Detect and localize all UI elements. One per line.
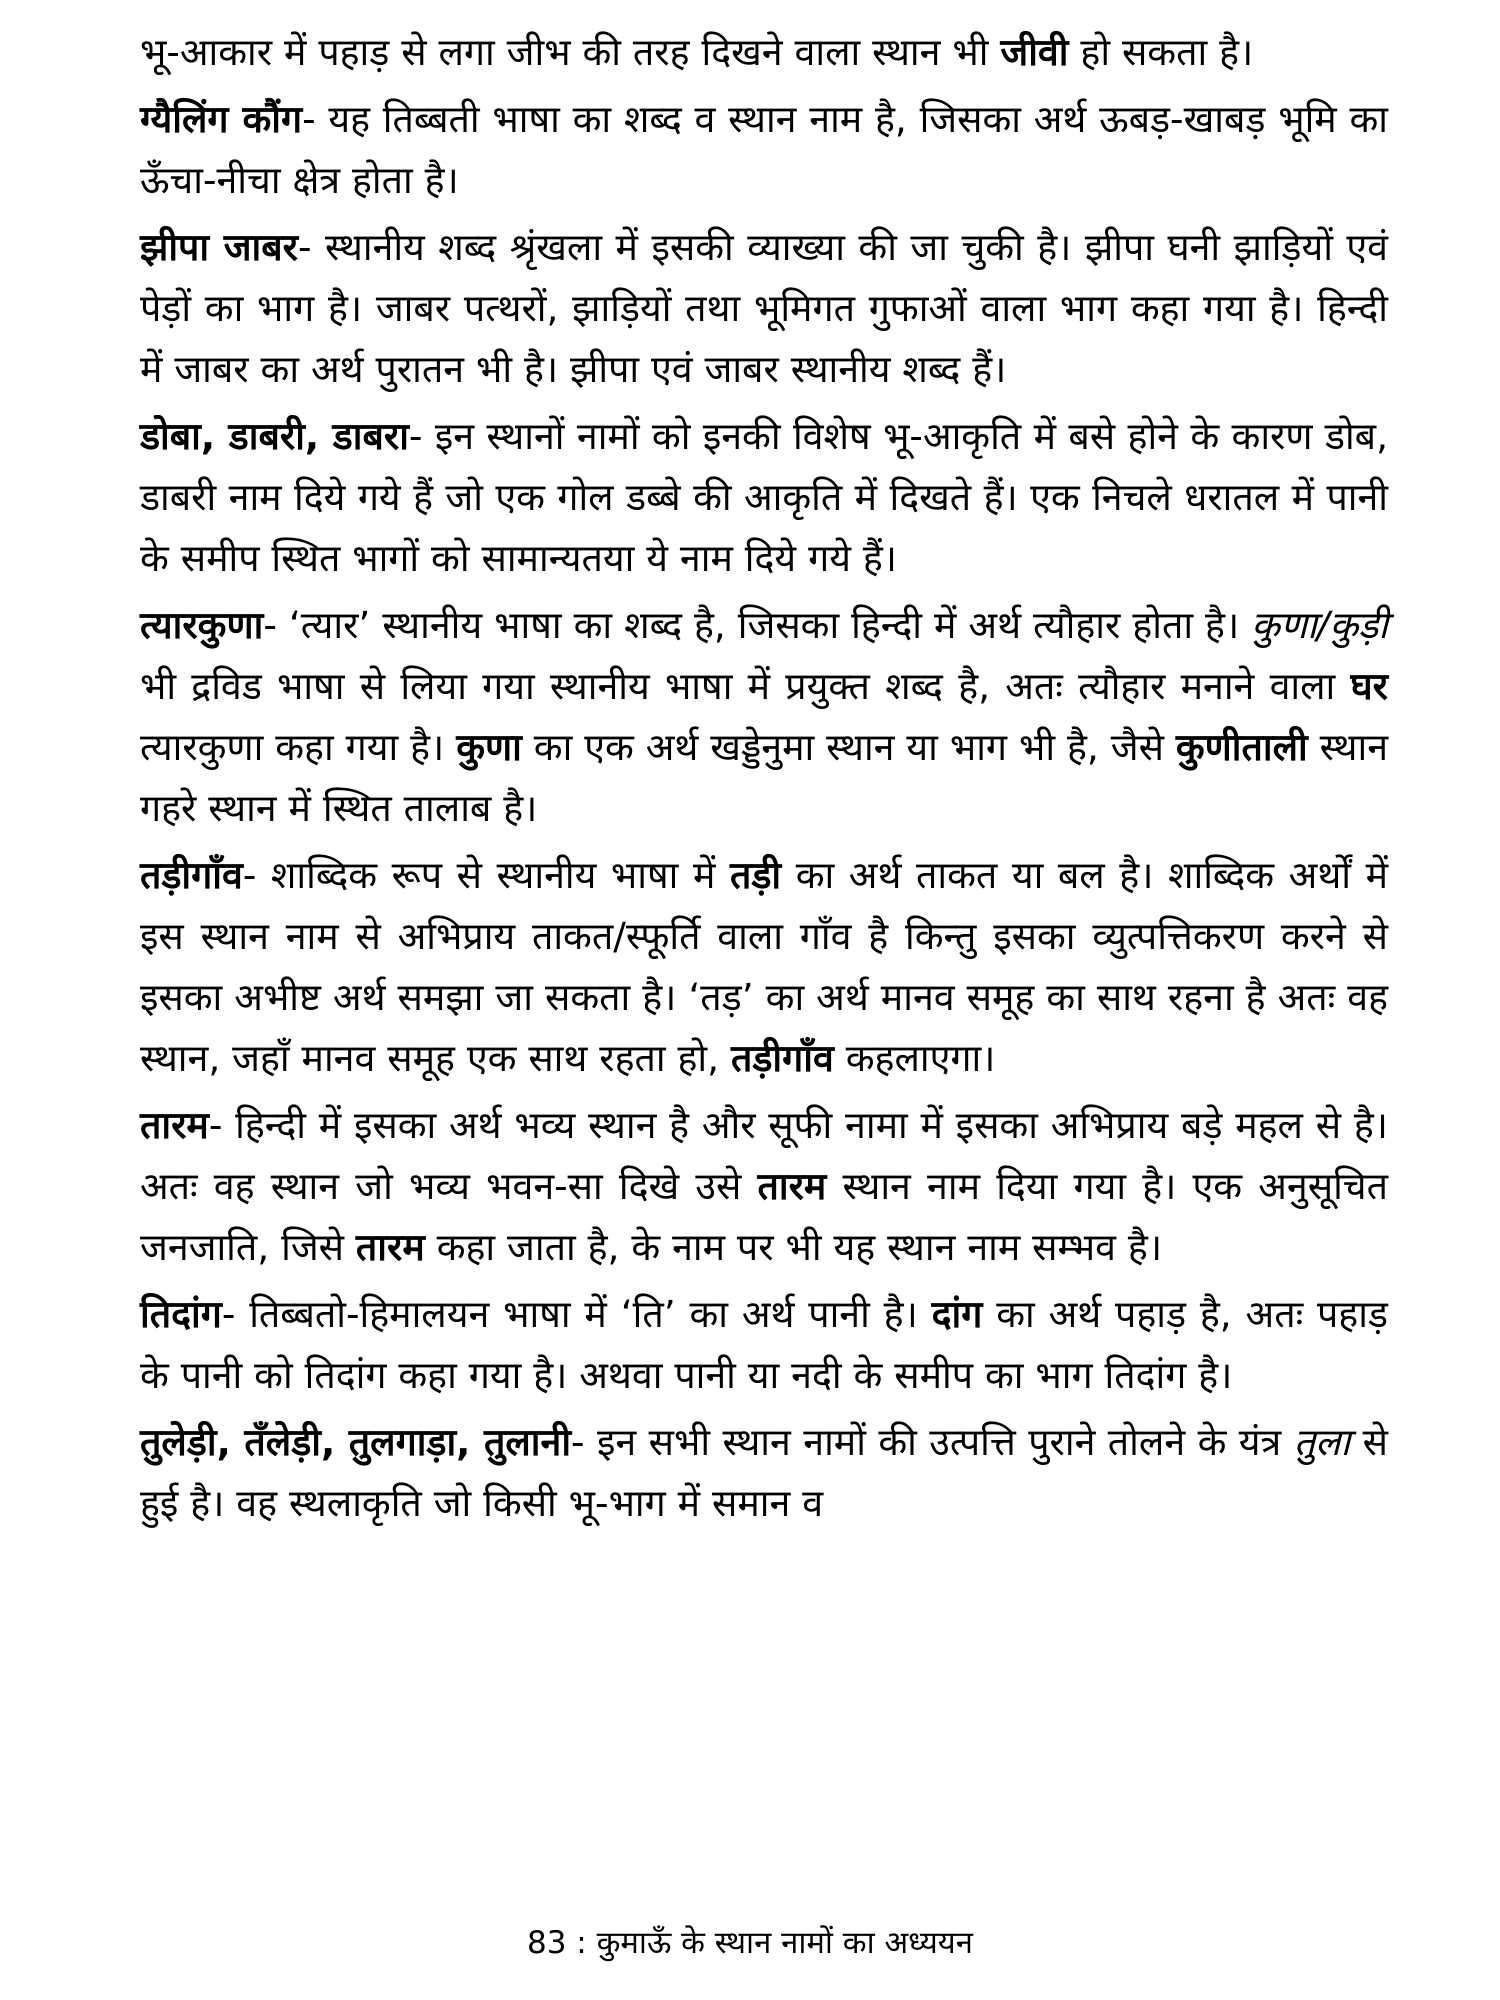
entry-text: - यह तिब्बती भाषा का शब्द व स्थान नाम है, जिसका अर्थ ऊबड़-खाबड़ भूमि का ऊँचा-नीचा क्षेत्र होता है। bbox=[140, 97, 1389, 202]
italic-term: कुणा/कुड़ी bbox=[1251, 603, 1388, 647]
entry-text: - इन स्थानों नामों को इनकी विशेष भू-आकृति में बसे होने के कारण डोब, डाबरी नाम दिये गये हैं जो एक गोल डब्बे की आकृति में दिखते हैं। एक निचले धरातल में पानी के समीप स्थित भागों को सामान्यतया ये नाम दिये गये हैं। bbox=[140, 414, 1388, 580]
entry-text: कहलाएगा। bbox=[833, 1036, 996, 1080]
entry-text: स्थान नाम दिया गया है। एक अनुसूचित जनजाति, जिसे bbox=[140, 1164, 1388, 1269]
bold-term: तड़ीगाँव bbox=[731, 1036, 834, 1080]
entry-text: - हिन्दी में इसका अर्थ भव्य स्थान है और सूफी नामा में इसका अभिप्राय बड़े महल से है। अतः वह स्थान जो भव्य भवन-सा दिखे उसे bbox=[140, 1103, 1388, 1208]
bold-term: तारम bbox=[757, 1164, 827, 1208]
italic-term: तुला bbox=[1293, 1420, 1351, 1464]
glossary-entry bbox=[140, 1412, 1388, 1534]
entry-text: कहा जाता है, के नाम पर भी यह स्थान नाम सम्भव है। bbox=[424, 1225, 1163, 1269]
bold-term: घर bbox=[1350, 664, 1388, 708]
bold-term: तड़ीगाँव bbox=[140, 853, 243, 897]
entry-text: भू-आकार में पहाड़ से लगा जीभ की तरह दिखने वाला स्थान भी bbox=[140, 30, 1001, 74]
entry-text: - इन सभी स्थान नामों की उत्पत्ति पुराने तोलने के यंत्र bbox=[571, 1420, 1294, 1464]
bold-term: तारम bbox=[140, 1103, 209, 1147]
page-footer: 83 : कुमाऊँ के स्थान नामों का अध्ययन bbox=[526, 1925, 973, 1961]
glossary-entry bbox=[140, 22, 1388, 83]
entry-text: - ‘त्यार’ स्थानीय भाषा का शब्द है, जिसका हिन्दी में अर्थ त्यौहार होता है। bbox=[263, 603, 1252, 647]
bold-term: तुलेड़ी, तँलेड़ी, तुलगाड़ा, तुलानी bbox=[140, 1420, 572, 1464]
entry-text: - स्थानीय शब्द श्रृंखला में इसकी व्याख्या की जा चुकी है। झीपा घनी झाड़ियों एवं पेड़ों का भाग है। जाबर पत्थरों, झाड़ियों तथा भूमिगत गुफाओं वाला भाग कहा गया है। हिन्दी में जाबर का अर्थ पुरातन भी है। झीपा एवं जाबर स्थानीय शब्द हैं। bbox=[140, 225, 1389, 391]
entry-text: का अर्थ पहाड़ है, अतः पहाड़ के पानी को तिदांग कहा गया है। अथवा पानी या नदी के समीप का भाग तिदांग है। bbox=[140, 1292, 1388, 1397]
entry-text: स्थान गहरे स्थान में स्थित तालाब है। bbox=[140, 725, 1389, 830]
glossary-entry bbox=[140, 217, 1388, 400]
bold-term: दांग bbox=[931, 1292, 983, 1336]
entry-text: - तिब्बतो-हिमालयन भाषा में ‘ति’ का अर्थ पानी है। bbox=[221, 1292, 932, 1336]
entry-text: हो सकता है। bbox=[1068, 30, 1254, 74]
glossary-entry bbox=[140, 595, 1388, 839]
glossary-entry bbox=[140, 845, 1388, 1089]
bold-term: डोबा, डाबरी, डाबरा bbox=[140, 414, 409, 458]
entry-text: का एक अर्थ खड्डेनुमा स्थान या भाग भी है, जैसे bbox=[521, 725, 1176, 769]
bold-term: तारम bbox=[355, 1225, 425, 1269]
entry-text: भी द्रविड भाषा से लिया गया स्थानीय भाषा में प्रयुक्त शब्द है, अतः त्यौहार मनाने वाला bbox=[140, 664, 1351, 708]
bold-term: ग्यैलिंग कौंग bbox=[140, 97, 303, 141]
bold-term: जीवी bbox=[1000, 30, 1069, 74]
glossary-entry bbox=[140, 1284, 1388, 1406]
entry-text: से हुई है। वह स्थलाकृति जो किसी भू-भाग में समान व bbox=[140, 1420, 1388, 1525]
bold-term: कुणा bbox=[456, 725, 522, 769]
bold-term: तड़ी bbox=[729, 853, 782, 897]
glossary-entry bbox=[140, 406, 1388, 589]
entry-text: त्यारकुणा कहा गया है। bbox=[140, 725, 457, 769]
bold-term: तिदांग bbox=[140, 1292, 222, 1336]
glossary-entry bbox=[140, 89, 1388, 211]
entry-text: का अर्थ ताकत या बल है। शाब्दिक अर्थों में इस स्थान नाम से अभिप्राय ताकत/स्फूर्ति वाला गाँव है किन्तु इसका व्युत्पत्तिकरण करने से इसका अभीष्ट अर्थ समझा जा सकता है। ‘तड़’ का अर्थ मानव समूह का साथ रहना है अतः वह स्थान, जहाँ मानव समूह एक साथ रहता हो, bbox=[140, 853, 1389, 1080]
bold-term: कुणीताली bbox=[1175, 725, 1308, 769]
bold-term: त्यारकुणा bbox=[140, 603, 264, 647]
bold-term: झीपा जाबर bbox=[140, 225, 298, 269]
glossary-entry bbox=[140, 1095, 1388, 1278]
glossary-entries bbox=[140, 22, 1388, 1534]
entry-text: - शाब्दिक रूप से स्थानीय भाषा में bbox=[242, 853, 730, 897]
